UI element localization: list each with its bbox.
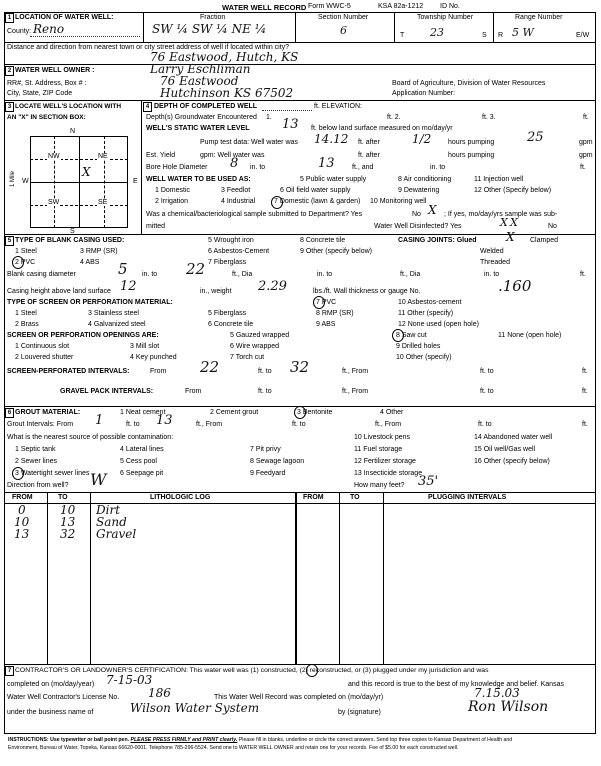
rule [4,42,596,43]
pump-test-label: Pump test data: Well water was [200,139,298,146]
gw-2: ft. 2. [387,114,401,121]
diameter-in-to-2: in. to [317,271,333,278]
rule [4,503,596,504]
perf-ft: ft. [582,368,588,375]
bore-diameter-value[interactable]: 8 [230,156,239,171]
section-4-number: 4 [143,102,152,112]
use-12[interactable]: 12 Other (Specify below) [474,187,552,194]
mitted-text: mitted [146,223,166,230]
hours-pumping: hours pumping [448,139,495,146]
gravel-to-2: ft. to [480,388,494,395]
opening-3[interactable]: 3 Mill slot [130,343,160,350]
log-row-2-from[interactable]: 10 [14,515,30,529]
disinfected-no[interactable]: No [548,223,557,230]
se-label: SE [98,199,108,206]
bore-to-value[interactable]: 13 [318,156,335,171]
ksa-reference: KSA 82a-1212 [378,3,424,10]
locate-label: LOCATE WELL'S LOCATION WITH [15,103,122,110]
underline [262,110,312,111]
opening-6[interactable]: 6 Wire wrapped [230,343,280,350]
business-label: under the business name of [7,709,94,716]
contamination-label: What is the nearest source of possible contamination: [7,434,174,441]
east-label: E [133,178,138,185]
yield-gpm-unit: gpm [579,152,593,159]
address-value[interactable]: 76 Eastwood [160,74,239,88]
perf-ft-from: ft., From [342,368,369,375]
gravel-ft-from: ft., From [342,388,369,395]
board-text: Board of Agriculture, Division of Water Resources [392,80,546,87]
opening-7[interactable]: 7 Torch cut [230,354,265,361]
screen-3[interactable]: 3 Stainless steel [88,310,139,317]
north-label: N [70,128,76,135]
opening-11[interactable]: 11 None (open hole) [498,332,562,339]
diameter-value[interactable]: 5 [118,260,128,278]
instructions-line-1-a: INSTRUCTIONS: Use typewriter or ball point pen. [8,737,130,743]
range-ew: E/W [576,32,590,39]
chemical-question: Was a chemical/bacteriological sample submitted to Department? Yes [146,211,363,218]
bore-in-to-2: in. to [430,164,446,171]
section-number-value[interactable]: 6 [340,24,347,37]
casing-8[interactable]: 8 Concrete tile [300,237,346,244]
use-9[interactable]: 9 Dewatering [398,187,440,194]
screen-2[interactable]: 2 Brass [15,321,39,328]
gauge-value[interactable]: .160 [498,277,532,295]
owner-label: WATER WELL OWNER : [15,67,95,74]
range-r: R [498,32,504,39]
use-8[interactable]: 8 Air conditioning [398,176,452,183]
diameter-in-to: in. to [142,271,158,278]
distance-label: Distance and direction from nearest town or city street address of well if located within city? [7,44,290,51]
instructions-line-1 [8,737,512,743]
weight-label: in., weight [200,288,232,295]
bore-ft: ft. [580,164,586,171]
section-1-number: 1 [5,13,14,23]
use-2[interactable]: 2 Irrigation [155,198,189,205]
grid-quarter-line [30,159,128,160]
use-1[interactable]: 1 Domestic [155,187,191,194]
record-completed-value[interactable]: 7.15.03 [474,686,520,700]
log-row-3-desc[interactable]: Gravel [96,527,137,541]
contam-11[interactable]: 11 Fuel storage [354,446,403,453]
log-col-divider [47,492,48,664]
opening-8[interactable]: 8 Saw cut [396,332,427,339]
selected-circle [306,664,318,677]
west-label: W [22,178,29,185]
casing-3[interactable]: 3 RMP (SR) [80,248,118,255]
direction-value[interactable]: W [90,470,107,489]
record-completed-label: This Water Well Record was completed on (mo/day/yr) [214,694,384,701]
diameter-in-to-3: in. to [484,271,500,278]
screen-12[interactable]: 12 None used (open hole) [398,321,479,328]
opening-2[interactable]: 2 Louvered shutter [15,354,74,361]
county-label: County: [7,28,32,35]
selected-circle [313,296,325,309]
contam-7[interactable]: 7 Pit privy [250,446,281,453]
gw-1: 1. [266,114,272,121]
static-level-label: WELL'S STATIC WATER LEVEL [146,125,250,132]
use-label: WELL WATER TO BE USED AS: [146,176,251,183]
height-value[interactable]: 12 [120,279,137,294]
city-label: City, State, ZIP Code [7,90,73,97]
plugging-intervals-header: PLUGGING INTERVALS [428,494,507,501]
section-5-number: 5 [5,236,14,246]
grout-to: ft. to [126,421,140,428]
weight-value[interactable]: 2.29 [258,279,287,294]
chemical-if-yes: ; If yes, mo/day/yrs sample was sub- [444,211,558,218]
pump-test-value[interactable]: 14.12 [314,132,349,146]
casing-5[interactable]: 5 Wrought iron [208,237,254,244]
selected-circle [12,256,24,269]
township-value[interactable]: 23 [430,26,444,39]
grout-from-value[interactable]: 1 [95,413,104,428]
bore-in-to: in. to [250,164,266,171]
use-5[interactable]: 5 Public water supply [300,176,367,183]
grout-ft-from-2: ft., From [375,421,402,428]
locate-label-2: AN "X" IN SECTION BOX: [7,114,86,121]
gravel-ft: ft. [582,388,588,395]
use-3[interactable]: 3 Feedlot [221,187,251,194]
plug-from-header: FROM [303,494,324,501]
grid-horizontal [30,182,128,183]
feet-label: How many feet? [354,482,405,489]
diameter-to-value[interactable]: 22 [186,260,206,278]
grout-3[interactable]: 3 Bentonite [297,409,333,416]
groundwater-label: Depth(s) Groundwater Encountered [146,114,257,121]
log-col-divider [383,492,384,664]
screen-11[interactable]: 11 Other (specify) [398,310,454,317]
yield-label: Est. Yield [146,152,176,159]
use-11[interactable]: 11 Injection well [474,176,524,183]
id-number-label: ID No. [440,3,460,10]
static-level-value[interactable]: 13 [282,117,299,132]
location-mark[interactable]: X [82,165,91,179]
grout-4[interactable]: 4 Other [380,409,404,416]
grout-1[interactable]: 1 Neat cement [120,409,166,416]
rule [4,100,596,101]
grout-2[interactable]: 2 Cement grout [210,409,259,416]
form-number: Form WWC-5 [308,3,351,10]
opening-4[interactable]: 4 Key punched [130,354,177,361]
use-6[interactable]: 6 Oil field water supply [280,187,351,194]
ne-label: NE [98,153,108,160]
perf-from-value[interactable]: 22 [200,358,220,376]
casing-7[interactable]: 7 Fiberglass [208,259,247,266]
casing-joints-label: CASING JOINTS: Glued [398,237,477,244]
log-col-divider [295,492,297,664]
chemical-no-mark[interactable]: X [428,203,437,217]
contam-8[interactable]: 8 Sewage lagoon [250,458,305,465]
log-row-3-from[interactable]: 13 [14,527,30,541]
log-col-divider [90,492,91,664]
certification-text: CONTRACTOR'S OR LANDOWNER'S CERTIFICATION: This water well was (1) constructed, (2) reconstructed, or (3) plugged under my jurisdiction and was [15,667,489,674]
feet-value[interactable]: 35' [418,474,439,489]
disinfected-mark-2[interactable]: X [510,216,518,229]
form-title: WATER WELL RECORD [222,3,307,12]
log-to-header: TO [58,494,68,501]
grout-intervals-label: Grout Intervals: From [7,421,74,428]
south-label: S [70,228,75,235]
contam-13[interactable]: 13 Insecticide storage [354,470,423,477]
fraction-label: Fraction [200,14,226,21]
contam-9[interactable]: 9 Feedyard [250,470,286,477]
perf-from: From [150,368,167,375]
rule [4,64,596,65]
glued-mark[interactable]: X [506,230,515,244]
license-label: Water Well Contractor's License No. [7,694,120,701]
log-row-1-from[interactable]: 0 [18,503,26,517]
divider [143,12,144,42]
signature-label: by (signature) [338,709,381,716]
address-label: RR#, St. Address, Box # : [7,80,87,87]
license-value[interactable]: 186 [148,686,171,700]
height-label: Casing height above land surface [7,288,111,295]
log-row-1-desc[interactable]: Dirt [96,503,121,517]
disinfected-mark[interactable]: X [500,216,508,229]
selected-circle [271,196,283,209]
grout-ft-from: ft., From [196,421,223,428]
perf-to-2: ft. to [480,368,494,375]
yield-after: ft. after [358,152,380,159]
screen-9[interactable]: 9 ABS [316,321,336,328]
section-number-label: Section Number [318,14,369,21]
pump-gpm-value[interactable]: 25 [527,130,544,145]
static-level-rest: ft. below land surface measured on mo/day/yr [311,125,453,132]
gravel-to: ft. to [258,388,272,395]
depth-label: DEPTH OF COMPLETED WELL [154,103,258,110]
perf-to-value[interactable]: 32 [290,358,310,376]
elevation-label: ft. ELEVATION: [314,103,362,110]
diameter-ft-dia: ft., Dia [232,271,253,278]
fraction-value[interactable]: SW ¼ SW ¼ NE ¼ [152,22,267,36]
casing-2[interactable]: 2 PVC [15,259,36,266]
contam-14[interactable]: 14 Abandoned water well [474,434,553,441]
log-row-3-to[interactable]: 32 [60,527,76,541]
screen-1[interactable]: 1 Steel [15,310,37,317]
gravel-pack-label: GRAVEL PACK INTERVALS: [60,388,154,395]
opening-1[interactable]: 1 Continuous slot [15,343,70,350]
yield-hours: hours pumping [448,152,495,159]
distance-value[interactable]: 76 Eastwood, Hutch, KS [150,50,299,64]
owner-value[interactable]: Larry Eschliman [150,62,251,76]
use-7[interactable]: 7 Domestic (lawn & garden) [274,198,361,205]
contam-6[interactable]: 6 Seepage pit [120,470,164,477]
pump-after: ft. after [358,139,380,146]
divider [394,12,395,42]
log-col-divider [339,492,340,664]
completed-value[interactable]: 7-15-03 [106,673,153,687]
instructions-line-2: Environment, Bureau of Water, Topeka, Kansas 66620-0001. Telephone 785-296-5524. Send one to WATER WELL OWNER and retain one for your records. Fee of $5.00 for each constructed well. [8,745,459,751]
range-value[interactable]: 5 W [512,26,534,39]
screen-material-label: TYPE OF SCREEN OR PERFORATION MATERIAL: [7,299,173,306]
opening-9[interactable]: 9 Drilled holes [396,343,441,350]
gw-3: ft. 3. [482,114,496,121]
wall-thickness-label: lbs./ft. Wall thickness or gauge No. [313,288,421,295]
casing-4[interactable]: 4 ABS [80,259,100,266]
rule [4,664,596,665]
sw-label: SW [48,199,60,206]
city-value[interactable]: Hutchinson KS 67502 [160,86,294,100]
grid-quarter-line [30,205,128,206]
contam-4[interactable]: 4 Lateral lines [120,446,164,453]
casing-1[interactable]: 1 Steel [15,248,37,255]
contam-10[interactable]: 10 Livestock pens [354,434,411,441]
mile-label: 1 Mile [10,170,17,188]
divider [493,12,494,42]
diameter-label: Blank casing diameter [7,271,76,278]
pump-hours-value[interactable]: 1/2 [412,132,432,146]
yield-gpm: gpm: Well water was [200,152,265,159]
township-s: S [482,32,487,39]
range-label: Range Number [515,14,563,21]
section-2-number: 2 [5,66,14,76]
screen-8[interactable]: 8 RMP (SR) [316,310,354,317]
grid-quarter-line [104,136,105,228]
log-row-2-desc[interactable]: Sand [96,515,127,529]
gravel-from: From [185,388,202,395]
nw-label: NW [48,153,60,160]
section-3-number: 3 [5,102,14,112]
county-value[interactable]: Reno [33,22,65,36]
rule [4,492,596,493]
location-label: LOCATION OF WATER WELL: [15,14,114,21]
application-label: Application Number: [392,90,456,97]
grout-ft: ft. [582,421,588,428]
disinfected-label: Water Well Disinfected? Yes [374,223,462,230]
direction-label: Direction from well? [7,482,69,489]
opening-5[interactable]: 5 Gauzed wrapped [230,332,290,339]
instructions-line-1-b: PLEASE PRESS FIRMLY and PRINT clearly. [130,737,238,743]
lithologic-log-header: LITHOLOGIC LOG [150,494,211,501]
contam-2[interactable]: 2 Sewer lines [15,458,58,465]
selected-circle [12,467,24,480]
clamped[interactable]: Clamped [530,237,559,244]
contam-16[interactable]: 16 Other (specify below) [474,458,550,465]
divider [141,100,142,234]
diameter-ft-dia-2: ft., Dia [400,271,421,278]
contam-1[interactable]: 1 Septic tank [15,446,56,453]
screen-6[interactable]: 6 Concrete tile [208,321,254,328]
section-7-number: 7 [5,666,14,676]
openings-label: SCREEN OR PERFORATION OPENINGS ARE: [7,332,159,339]
casing-6[interactable]: 6 Asbestos-Cement [208,248,270,255]
contam-12[interactable]: 12 Fertilizer storage [354,458,416,465]
perforated-label: SCREEN-PERFORATED INTERVALS: [7,368,130,375]
township-t: T [400,32,405,39]
divider [295,12,296,42]
screen-4[interactable]: 4 Galvanized steel [88,321,146,328]
true-statement: and this record is true to the best of my knowledge and belief. Kansas [348,681,564,688]
chemical-no[interactable]: No [412,211,421,218]
section-6-number: 6 [5,408,14,418]
welded[interactable]: Welded [480,248,504,255]
log-row-1-to[interactable]: 10 [60,503,76,517]
grout-label: GROUT MATERIAL: [15,409,81,416]
screen-10[interactable]: 10 Asbestos-cement [398,299,462,306]
casing-9[interactable]: 9 Other (specify below) [300,248,372,255]
bore-label: Bore Hole Diameter [146,164,208,171]
instructions-line-1-c: Please fill in blanks, underline or circle the correct answers. Send top three copies to Kansas Department of Health and [238,737,513,743]
gw-ft: ft. [583,114,589,121]
contam-5[interactable]: 5 Cess pool [120,458,157,465]
log-row-2-to[interactable]: 13 [60,515,76,529]
contam-15[interactable]: 15 Oil well/Gas well [474,446,536,453]
bore-and: ft., and [352,164,374,171]
casing-label: TYPE OF BLANK CASING USED: [15,237,125,244]
gpm-unit: gpm [579,139,593,146]
county-underline [30,36,140,37]
selected-circle [392,329,404,342]
log-from-header: FROM [12,494,33,501]
screen-7[interactable]: 7 PVC [316,299,337,306]
signature[interactable]: Ron Wilson [468,699,549,715]
opening-10[interactable]: 10 Other (specify) [396,354,452,361]
business-value[interactable]: Wilson Water System [130,701,260,715]
use-10[interactable]: 10 Monitoring well [370,198,427,205]
contam-3[interactable]: 3 Watertight sewer lines [15,470,90,477]
threaded[interactable]: Threaded [480,259,510,266]
grout-to-value[interactable]: 13 [156,413,173,428]
grid-quarter-line [54,136,55,228]
perf-to: ft. to [258,368,272,375]
selected-circle [294,406,306,419]
grout-to-2: ft. to [292,421,306,428]
screen-5[interactable]: 5 Fiberglass [208,310,247,317]
plug-to-header: TO [350,494,360,501]
completed-label: completed on (mo/day/year) [7,681,95,688]
grout-to-3: ft. to [478,421,492,428]
use-4[interactable]: 4 Industrial [221,198,256,205]
township-label: Township Number [417,14,474,21]
diameter-ft: ft. [580,271,586,278]
